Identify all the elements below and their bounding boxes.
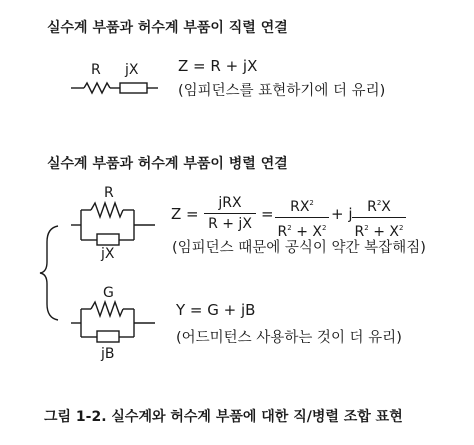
parallel-resistor-g [91, 302, 123, 316]
figure-caption: 그림 1-2. 실수계와 허수계 부품에 대한 직/병렬 조합 표현 [44, 409, 403, 425]
parallel-section-title: 실수계 부품과 허수계 부품이 병렬 연결 [47, 156, 288, 172]
parallel-label-jx: jX [101, 246, 115, 262]
admittance-formula: Y = G + jB [176, 301, 256, 319]
series-formula: Z = R + jX [178, 57, 258, 75]
series-label-jx: jX [125, 62, 139, 78]
impedance-lhs: Z = [171, 205, 199, 223]
fraction-rx2-real: $RX^2$ $R^2 + X^2$ [275, 194, 329, 241]
series-reactance-box [120, 83, 147, 93]
parallel-label-jb: jB [101, 346, 115, 362]
admittance-note: (어드미턴스 사용하는 것이 더 유리) [176, 330, 402, 346]
parallel-reactance-box-jx [97, 234, 119, 245]
parallel-circuit-impedance [71, 203, 155, 245]
series-section-title: 실수계 부품과 허수계 부품이 직렬 연결 [47, 20, 288, 36]
series-resistor [84, 83, 110, 93]
grouping-brace [40, 226, 58, 320]
parallel-susceptance-box-jb [97, 331, 119, 342]
equals-sign: = [261, 205, 274, 223]
impedance-note: (임피던스 때문에 공식이 약간 복잡해짐) [172, 240, 426, 256]
parallel-resistor-r [91, 203, 123, 217]
series-circuit [71, 83, 158, 93]
parallel-label-r: R [104, 185, 114, 201]
series-label-r: R [91, 62, 101, 78]
parallel-circuit-admittance [71, 302, 155, 342]
series-note: (임피던스를 표현하기에 더 유리) [178, 83, 386, 99]
fraction-jrx-over-r-plus-jx: jRX R + jX [204, 194, 256, 233]
plus-j: + j [331, 205, 353, 223]
parallel-label-g: G [103, 285, 114, 301]
fraction-r2x-imag: $R^2X$ $R^2 + X^2$ [352, 194, 406, 241]
